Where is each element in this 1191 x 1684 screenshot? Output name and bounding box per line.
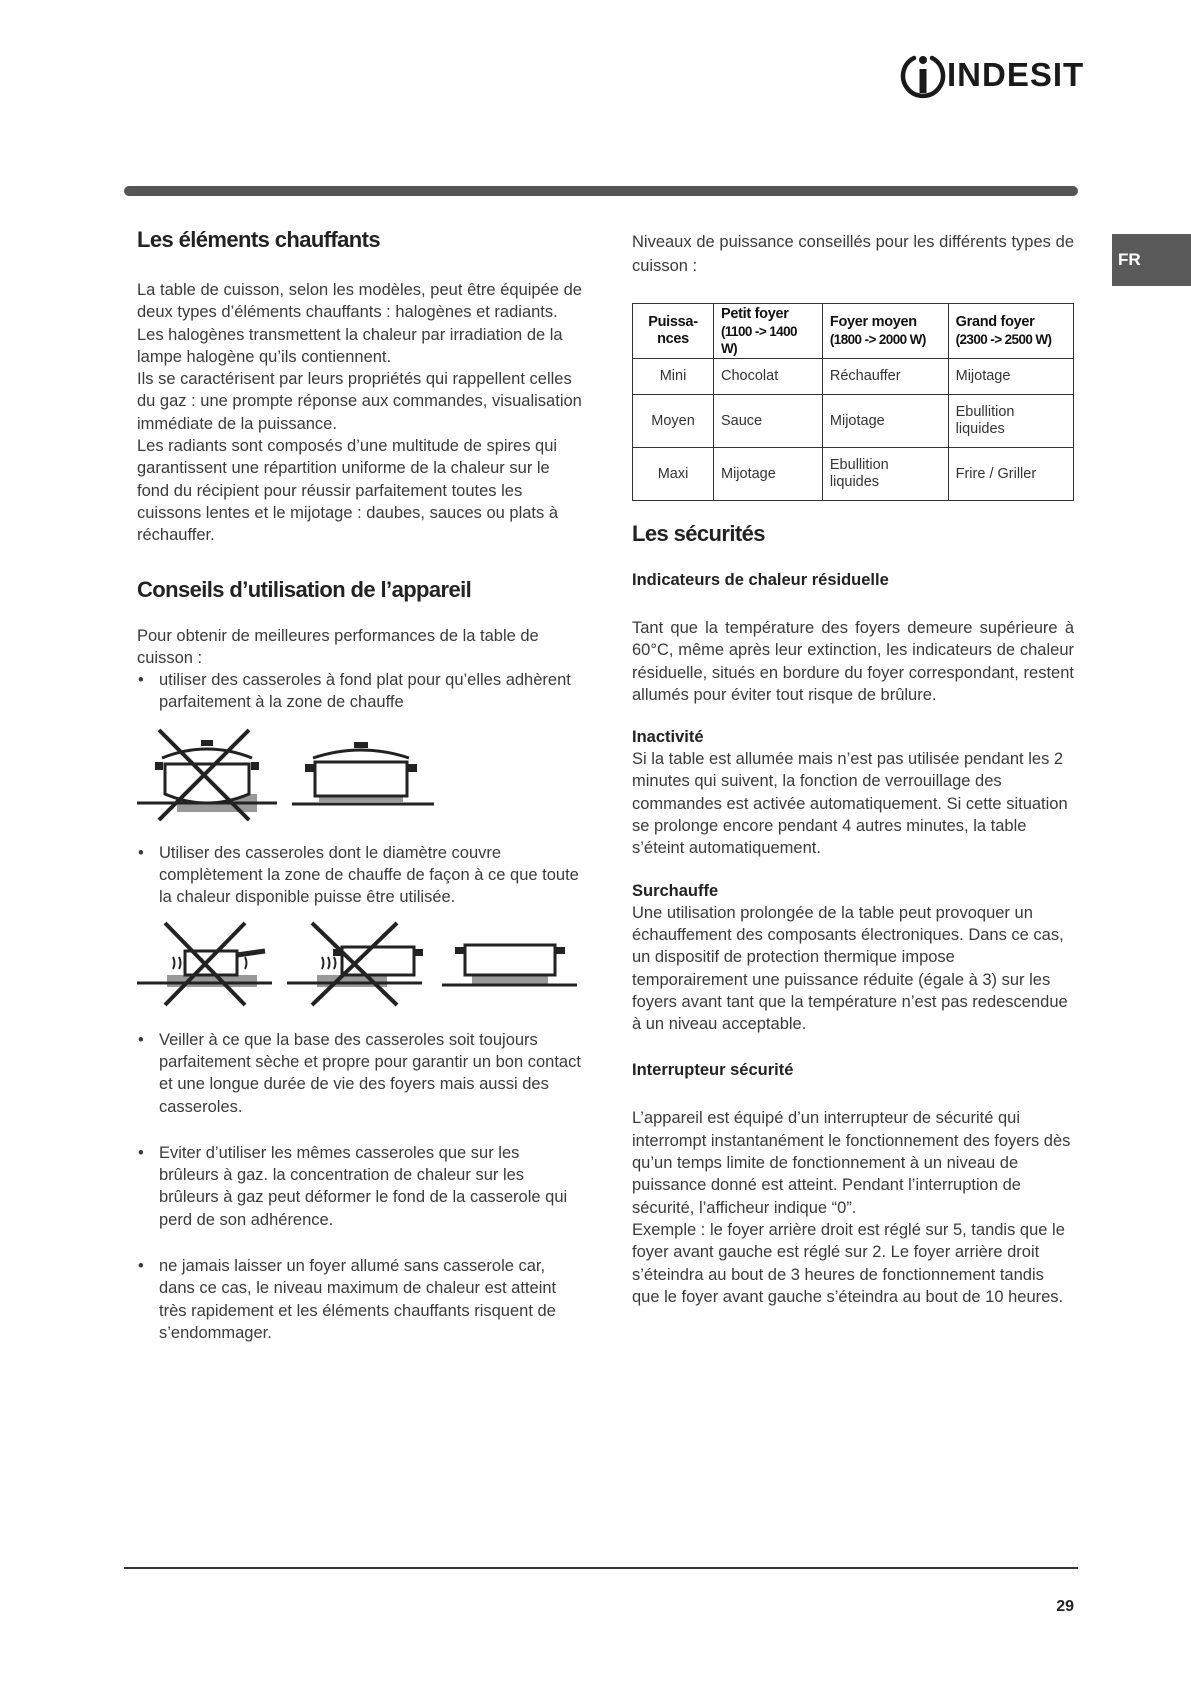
usage-advice-title: Conseils d’utilisation de l’appareil: [137, 576, 472, 602]
flat-bottom-pan-illustration: [137, 724, 582, 834]
header-label: Foyer moyen: [829, 314, 917, 330]
overheat-title: Surchauffe: [632, 881, 719, 900]
power-levels-table: [632, 303, 1074, 501]
usage-bullet: [137, 1255, 582, 1344]
header-label: Petit foyer: [721, 305, 789, 322]
table-cell: Moyen: [633, 395, 714, 448]
header-sub: (1100 -> 1400 W): [721, 323, 797, 356]
table-header-cell: [822, 304, 948, 359]
correct-flat-pan-icon: [292, 742, 434, 804]
table-cell: Ebullition liquides: [822, 448, 948, 501]
overheat-text: Une utilisation prolongée de la table peut provoquer un échauffement des composants électroniques. Dans ce cas, un dispositif de protection thermique impose temporairement une puissance réduite (égale à 3) sur les foyers avant tant que la température n’est pas redescendue à un niveau acceptable.: [632, 903, 1068, 1034]
brand-wordmark: INDESIT: [947, 56, 1085, 93]
heating-paragraph: Ils se caractérisent par leurs propriétés qui rappellent celles du gaz : une prompte réponse aux commandes, visualisation immédiate de la puissance.: [137, 370, 582, 433]
table-row: [633, 395, 1074, 448]
usage-intro: Pour obtenir de meilleures performances de la table de cuisson :: [137, 626, 539, 667]
usage-bullet: [137, 842, 582, 909]
usage-bullet-text: ne jamais laisser un foyer allumé sans casserole car, dans ce cas, le niveau maximum de chaleur est atteint très rapidement et les éléments chauffants risquent de s’endommager.: [159, 1257, 557, 1342]
header-sub: (2300 -> 2500 W): [955, 332, 1052, 347]
inactivity-text: Si la table est allumée mais n’est pas utilisée pendant les 2 minutes qui suivent, la fonction de verrouillage des commandes est activée automatiquement. Si cette situation se prolonge encore pendant 4 autres minutes, la table s’éteint automatiquement.: [632, 750, 1068, 858]
table-header-row: [633, 304, 1074, 359]
table-cell: Mijotage: [948, 359, 1073, 395]
heating-paragraph: La table de cuisson, selon les modèles, peut être équipée de deux types d’éléments chauffants : halogènes et radiants.: [137, 281, 582, 322]
language-tab: FR: [1112, 234, 1191, 286]
bullet-dot: •: [138, 843, 144, 862]
pan-diameter-illustration: [137, 917, 582, 1017]
bullet-dot: •: [138, 1257, 144, 1276]
table-cell: Réchauffer: [822, 359, 948, 395]
bullet-dot: •: [138, 671, 144, 690]
wrong-small-pan-icon: [137, 923, 272, 1005]
table-cell: Ebullition liquides: [948, 395, 1073, 448]
usage-bullet-text: Veiller à ce que la base des casseroles soit toujours parfaitement sèche et propre pour garantir un bon contact et une longue durée de vie des foyers mais aussi des casseroles.: [159, 1030, 581, 1116]
page-number: 29: [1056, 1598, 1074, 1615]
usage-bullet-text: utiliser des casseroles à fond plat pour qu’elles adhèrent parfaitement à la zone de chauffe: [159, 671, 571, 712]
safety-title: Les sécurités: [632, 521, 765, 546]
residual-heat-text: Tant que la température des foyers demeure supérieure à 60°C, même après leur extinction, les indicateurs de chaleur résiduelle, situés en bordure du foyer correspondant, restent allumés pour éviter tout risque de brûlure.: [632, 619, 1074, 704]
usage-bullet: [137, 1029, 582, 1118]
usage-bullet: [137, 1142, 582, 1231]
wrong-offset-pan-icon: [287, 923, 423, 1005]
header-label: Grand foyer: [955, 314, 1035, 330]
table-row: [633, 359, 1074, 395]
table-cell: Mini: [633, 359, 714, 395]
table-row: [633, 448, 1074, 501]
inactivity-title: Inactivité: [632, 728, 704, 747]
table-header-cell: [714, 304, 823, 359]
table-cell: Chocolat: [714, 359, 823, 395]
heating-paragraph: Les halogènes transmettent la chaleur par irradiation de la lampe halogène qu’ils contiennent.: [137, 325, 563, 366]
usage-bullet: [137, 669, 582, 714]
table-cell: Mijotage: [822, 395, 948, 448]
table-cell: Sauce: [714, 395, 823, 448]
heating-elements-title: Les éléments chauffants: [137, 227, 380, 252]
table-header-cell: [948, 304, 1073, 359]
residual-heat-title: Indicateurs de chaleur résiduelle: [632, 571, 889, 589]
header-sub: (1800 -> 2000 W): [829, 332, 926, 347]
usage-bullet-text: Utiliser des casseroles dont le diamètre couvre complètement la zone de chauffe de façon à ce que toute la chaleur disponible puisse être utilisée.: [159, 843, 579, 907]
heating-paragraph: Les radiants sont composés d’une multitude de spires qui garantissent une répartition uniforme de la chaleur sur le fond du récipient pour réussir parfaitement toutes les cuissons lentes et le mijotage : daubes, sauces ou plats à réchauffer.: [137, 437, 558, 545]
left-column: [137, 225, 582, 1344]
brand-logo: [900, 50, 1085, 102]
footer-divider: [124, 1567, 1078, 1569]
table-cell: Frire / Griller: [948, 448, 1073, 501]
header-divider: [124, 186, 1078, 196]
table-cell: Mijotage: [714, 448, 823, 501]
usage-bullet-text: Eviter d’utiliser les mêmes casseroles que sur les brûleurs à gaz. la concentration de chaleur sur les brûleurs à gaz peut déformer le fond de la casserole qui perd de son adhérence.: [159, 1143, 568, 1229]
bullet-dot: •: [138, 1030, 144, 1049]
wrong-curved-pan-icon: [137, 730, 277, 820]
safety-switch-text: L’appareil est équipé d’un interrupteur de sécurité qui interrompt instantanément le fonctionnement des foyers dès qu’un temps limite de fonctionnement à un niveau de puissance donné est atteint. Pendant l’interruption de sécurité, l’afficheur indique “0”.: [632, 1109, 1071, 1217]
table-intro: Niveaux de puissance conseillés pour les différents types de cuisson :: [632, 233, 1074, 275]
bullet-dot: •: [138, 1143, 144, 1162]
indesit-logo-icon: [900, 50, 946, 102]
safety-switch-title: Interrupteur sécurité: [632, 1061, 794, 1080]
table-cell: Maxi: [633, 448, 714, 501]
safety-switch-example: Exemple : le foyer arrière droit est réglé sur 5, tandis que le foyer avant gauche est réglé sur 2. Le foyer arrière droit s’éteindra au bout de 3 heures de fonctionnement tandis que le foyer avant gauche s’éteindra au bout de 10 heures.: [632, 1220, 1065, 1306]
table-header-cell: Puissa- nces: [633, 304, 714, 359]
right-column: [632, 230, 1074, 1308]
correct-matching-pan-icon: [442, 945, 577, 985]
